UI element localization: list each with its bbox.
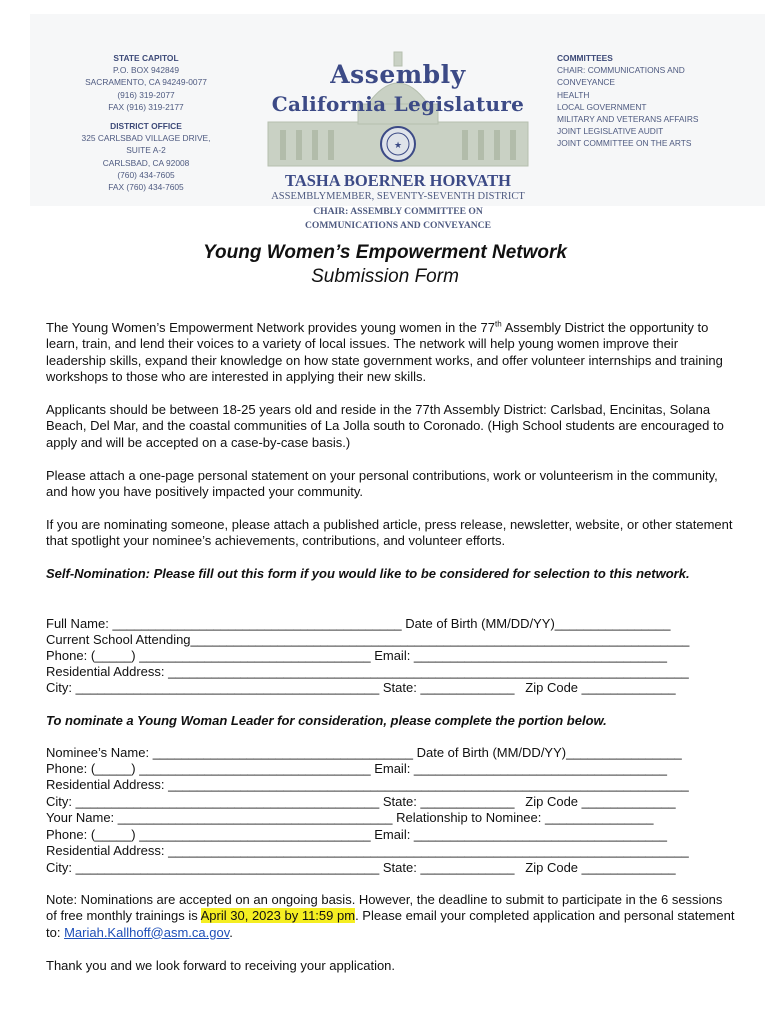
self-nomination-heading: Self-Nomination: Please fill out this form if you would like to be considered for selection to this network. bbox=[46, 566, 690, 581]
eligibility-paragraph: Applicants should be between 18-25 years old and reside in the 77th Assembly District: Carlsbad, Encinitas, Solana Beach, Del Mar, and the coastal communities of La Jolla south to Coronado. (High School students are encouraged to apply and will be accepted on a case-by-case basis.) bbox=[46, 402, 724, 450]
deadline-highlight: April 30, 2023 by 11:59 pm bbox=[200, 908, 356, 924]
capitol-heading: STATE CAPITOL bbox=[113, 53, 179, 63]
committee-item: CHAIR: COMMUNICATIONS AND bbox=[557, 65, 685, 76]
email-link[interactable]: Mariah.Kallhoff@asm.ca.gov bbox=[64, 924, 230, 940]
intro-text-start: The Young Women’s Empowerment Network provides young women in the 77 bbox=[46, 320, 495, 335]
nominee-phone-email-line[interactable]: Phone: (_____) ________________________________ Email: ___________________________________ bbox=[46, 761, 667, 776]
city-state-zip-line[interactable]: City: __________________________________________ State: _____________ Zip Code _____________ bbox=[46, 680, 676, 695]
full-name-line[interactable]: Full Name: ________________________________________ Date of Birth (MM/DD/YY)________________ bbox=[46, 616, 671, 631]
assembly-logo bbox=[248, 34, 548, 231]
nominate-heading: To nominate a Young Woman Leader for consideration, please complete the portion below. bbox=[46, 713, 607, 728]
committee-item: HEALTH bbox=[557, 89, 590, 100]
phone-email-line[interactable]: Phone: (_____) ________________________________ Email: ___________________________________ bbox=[46, 648, 667, 663]
statement-paragraph: Please attach a one-page personal statement on your personal contributions, work or volunteerism in the community, and how you have positively impacted your community. bbox=[46, 468, 718, 500]
committee-item: CONVEYANCE bbox=[557, 77, 616, 88]
district-line: 325 CARLSBAD VILLAGE DRIVE, bbox=[81, 133, 211, 144]
note-text-start: Note: Nominations are accepted on an ongoing basis. However, the deadline to submit to participate in the 6 sessions of free monthly trainings is bbox=[46, 892, 723, 924]
committee-item: MILITARY AND VETERANS AFFAIRS bbox=[557, 114, 699, 125]
committee-item: LOCAL GOVERNMENT bbox=[557, 101, 647, 112]
committees-list bbox=[557, 52, 757, 150]
note-text-middle: . Please email your completed application and personal statement to: bbox=[46, 908, 735, 940]
chair-line: CHAIR: ASSEMBLY COMMITTEE ON bbox=[313, 206, 483, 217]
chair-line: COMMUNICATIONS AND CONVEYANCE bbox=[304, 220, 492, 231]
note-text-end: . bbox=[229, 924, 233, 940]
nominee-name-line[interactable]: Nominee’s Name: ____________________________________ Date of Birth (MM/DD/YY)________________ bbox=[46, 745, 682, 760]
intro-paragraph bbox=[46, 320, 736, 385]
nomination-paragraph: If you are nominating someone, please attach a published article, press release, newsletter, website, or other statement that spotlight your nominee’s achievements, contributions, and volunteer efforts. bbox=[46, 517, 733, 549]
capitol-line: (916) 319-2077 bbox=[117, 89, 175, 100]
office-addresses bbox=[60, 52, 232, 193]
form-subtitle: Submission Form bbox=[311, 266, 459, 287]
capitol-line: SACRAMENTO, CA 94249-0077 bbox=[85, 77, 207, 88]
member-title: ASSEMBLYMEMBER, SEVENTY-SEVENTH DISTRICT bbox=[271, 191, 525, 202]
district-heading: DISTRICT OFFICE bbox=[110, 121, 182, 132]
form-title: Young Women’s Empowerment Network bbox=[203, 242, 567, 263]
your-phone-email-line[interactable]: Phone: (_____) ________________________________ Email: ___________________________________ bbox=[46, 827, 667, 842]
letterhead bbox=[30, 14, 765, 231]
district-line: SUITE A-2 bbox=[126, 145, 166, 156]
nominee-city-state-zip-line[interactable]: City: __________________________________________ State: _____________ Zip Code _____________ bbox=[46, 794, 676, 809]
your-city-state-zip-line[interactable]: City: __________________________________________ State: _____________ Zip Code _____________ bbox=[46, 860, 676, 875]
logo-assembly-text: Assembly bbox=[330, 60, 466, 89]
district-line: (760) 434-7605 bbox=[117, 169, 175, 180]
svg-text:★: ★ bbox=[393, 141, 403, 151]
capitol-line: P.O. BOX 942849 bbox=[113, 65, 179, 76]
committees-heading: COMMITTEES bbox=[557, 53, 613, 63]
address-line[interactable]: Residential Address: ________________________________________________________________________ bbox=[46, 664, 689, 679]
logo-legislature-text: California Legislature bbox=[271, 92, 525, 116]
your-address-line[interactable]: Residential Address: ________________________________________________________________________ bbox=[46, 843, 689, 858]
your-name-line[interactable]: Your Name: ______________________________________ Relationship to Nominee: _______________ bbox=[46, 810, 654, 825]
school-line[interactable]: Current School Attending_____________________________________________________________________ bbox=[46, 632, 690, 647]
committee-item: JOINT LEGISLATIVE AUDIT bbox=[557, 126, 664, 137]
committee-item: JOINT COMMITTEE ON THE ARTS bbox=[557, 138, 692, 149]
intro-superscript: th bbox=[495, 319, 502, 329]
deadline-note bbox=[46, 892, 736, 941]
district-line: FAX (760) 434-7605 bbox=[108, 182, 184, 193]
district-line: CARLSBAD, CA 92008 bbox=[102, 157, 190, 168]
member-name: TASHA BOERNER HORVATH bbox=[285, 171, 511, 190]
thank-you-text: Thank you and we look forward to receiving your application. bbox=[46, 958, 396, 973]
capitol-line: FAX (916) 319-2177 bbox=[108, 101, 184, 112]
nominee-address-line[interactable]: Residential Address: ________________________________________________________________________ bbox=[46, 777, 689, 792]
intro-text-end: Assembly District the opportunity to learn, train, and lend their voices to a variety of local issues. The network will help young women improve their leadership skills, expand their knowledge on how state government works, and offer volunteer internships and training workshops to those who are interested in applying their new skills. bbox=[46, 320, 723, 384]
